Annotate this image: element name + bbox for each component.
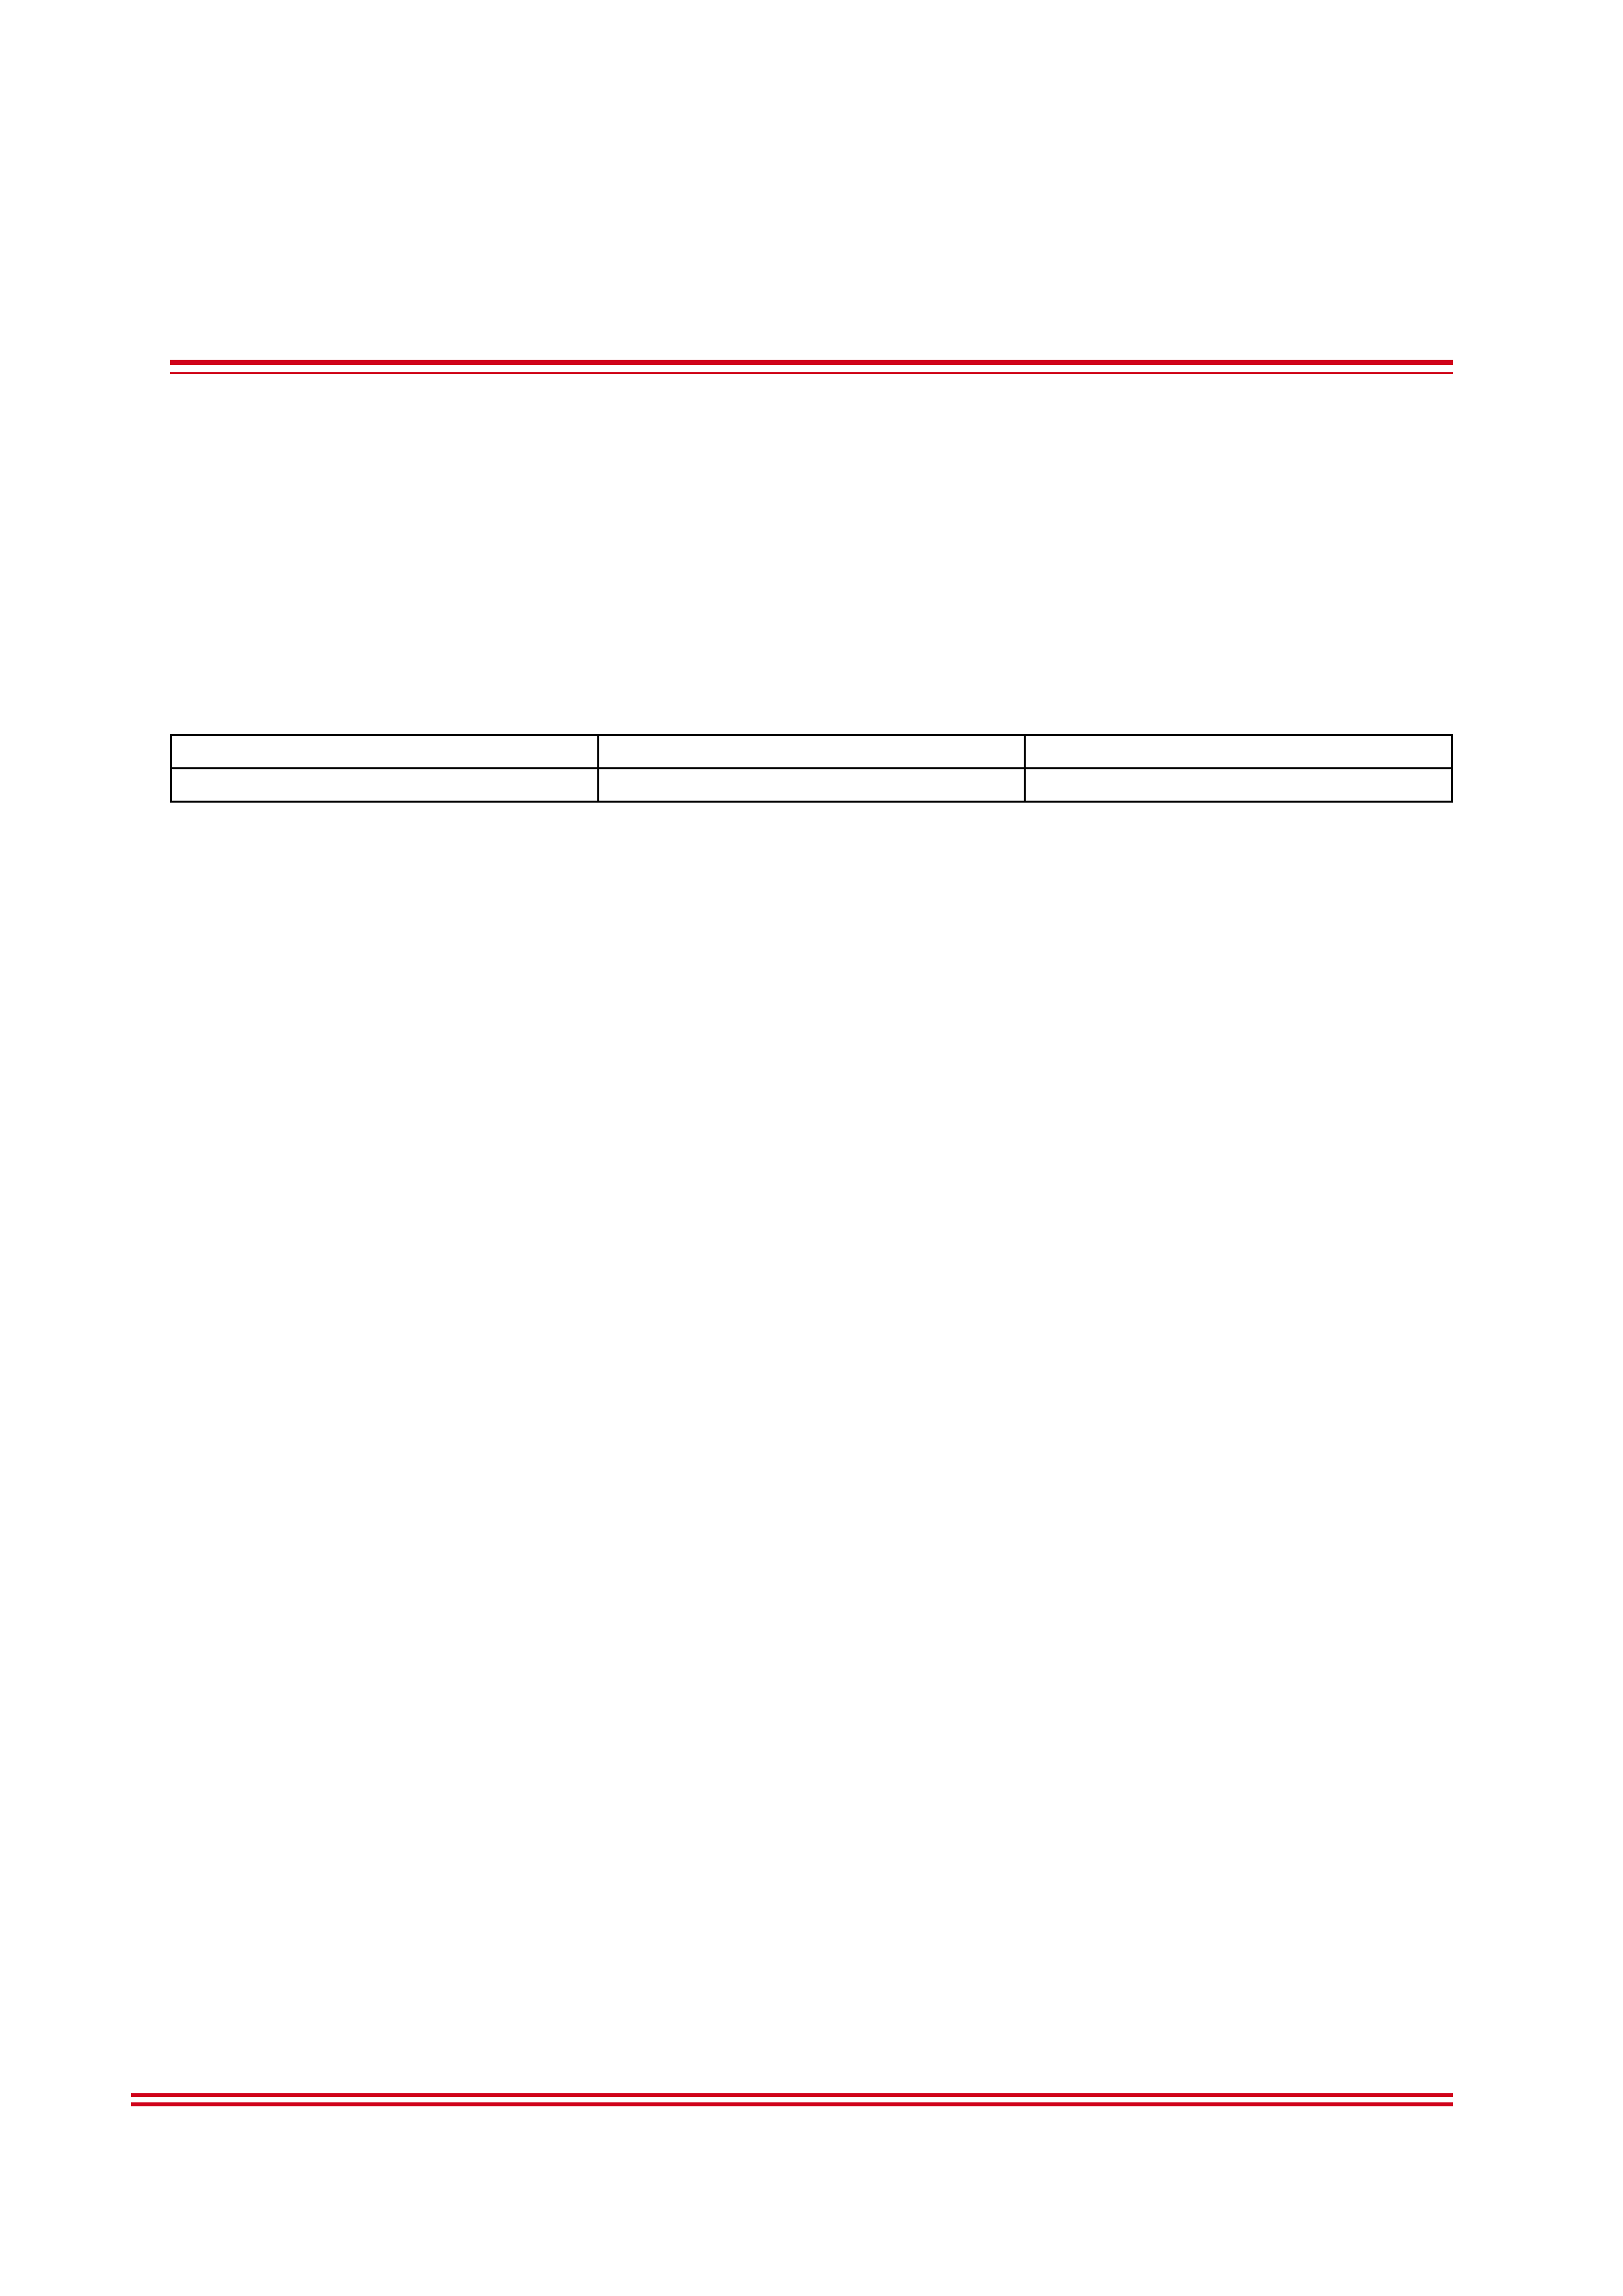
table-header-row <box>171 735 1452 769</box>
footer-rule <box>131 2093 1453 2106</box>
table-cell <box>598 769 1025 802</box>
table-column-header <box>598 735 1025 769</box>
change-table <box>170 734 1453 803</box>
masthead-title <box>170 196 1453 340</box>
masthead-rule <box>170 360 1453 374</box>
table-cell <box>1025 769 1452 802</box>
table-column-header <box>171 735 599 769</box>
document-number <box>170 400 1453 446</box>
table-cell <box>171 769 599 802</box>
table-row <box>171 769 1452 802</box>
table-column-header <box>1025 735 1452 769</box>
document-title <box>170 492 1453 675</box>
